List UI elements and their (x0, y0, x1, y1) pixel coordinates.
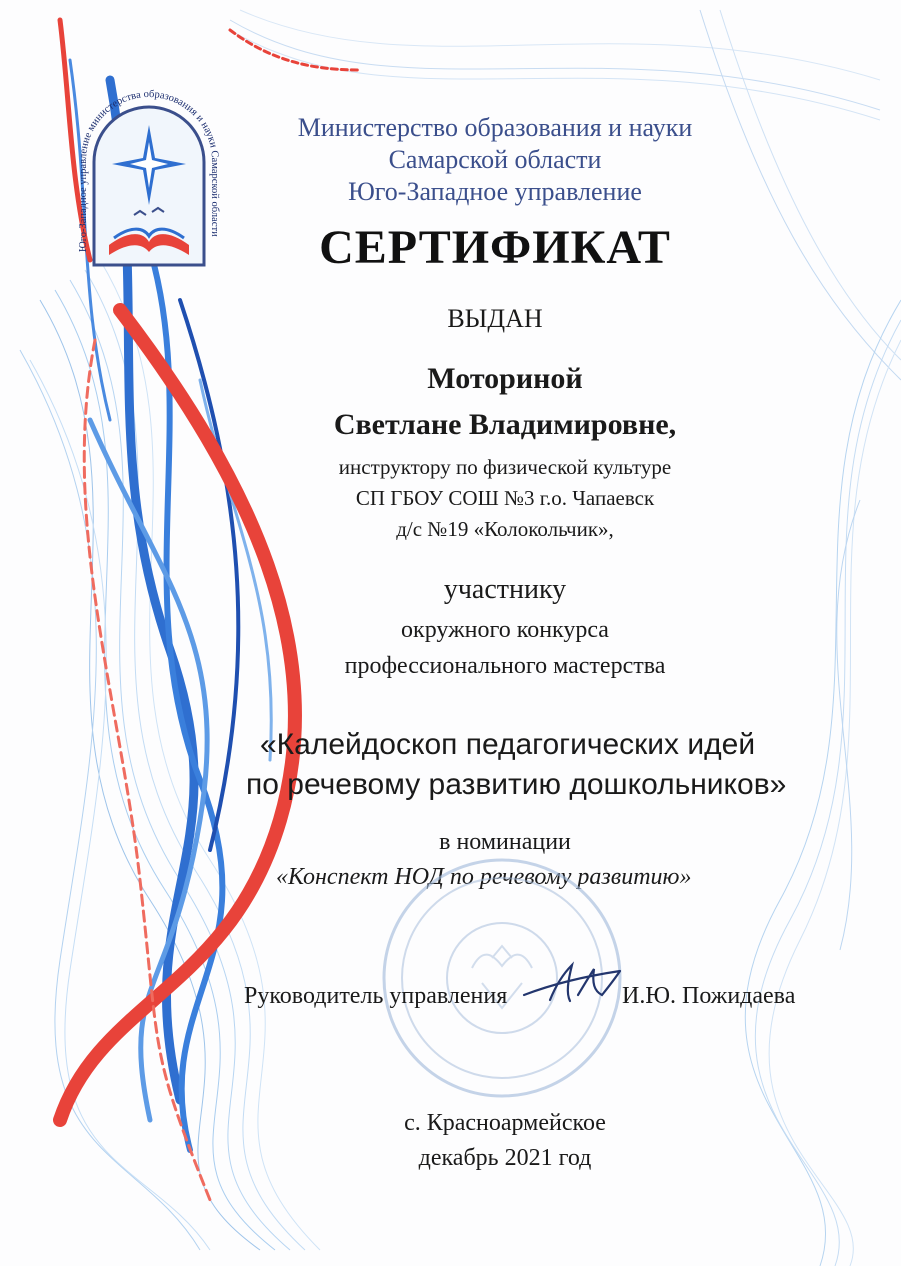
nomination-value: «Конспект НОД по речевому развитию» (276, 864, 692, 890)
recipient-position: инструктору по физической культуре (338, 455, 672, 479)
participant-role: участнику (443, 574, 567, 605)
signature-role: Руководитель управления (244, 983, 508, 1009)
emblem-logo (64, 80, 234, 290)
nomination-label: в номинации (439, 829, 571, 855)
contest-type-line1: окружного конкурса (401, 617, 609, 643)
contest-title-line2: по речевому развитию дошкольников» (246, 768, 787, 801)
certificate-title: СЕРТИФИКАТ (319, 221, 671, 274)
header-ministry-line1: Министерство образования и науки (297, 113, 693, 142)
issue-place: с. Красноармейское (404, 1110, 606, 1136)
recipient-school: СП ГБОУ СОШ №3 г.о. Чапаевск (355, 486, 655, 510)
recipient-surname: Моториной (427, 362, 583, 395)
recipient-kindergarten: д/с №19 «Колокольчик», (396, 517, 614, 541)
signature-name: И.Ю. Пожидаева (622, 983, 796, 1009)
emblem-ring-text: Юго-Западное управление министерства образования и науки Самарской области (77, 88, 221, 253)
header-ministry-line3: Юго-Западное управление (348, 177, 642, 206)
contest-type-line2: профессионального мастерства (344, 653, 666, 679)
recipient-name: Светлане Владимировне, (333, 408, 677, 441)
header-ministry-line2: Самарской области (388, 145, 602, 174)
issued-label: ВЫДАН (447, 304, 543, 333)
contest-title-line1: «Калейдоскоп педагогических идей (260, 728, 756, 761)
issue-date: декабрь 2021 год (418, 1145, 592, 1171)
